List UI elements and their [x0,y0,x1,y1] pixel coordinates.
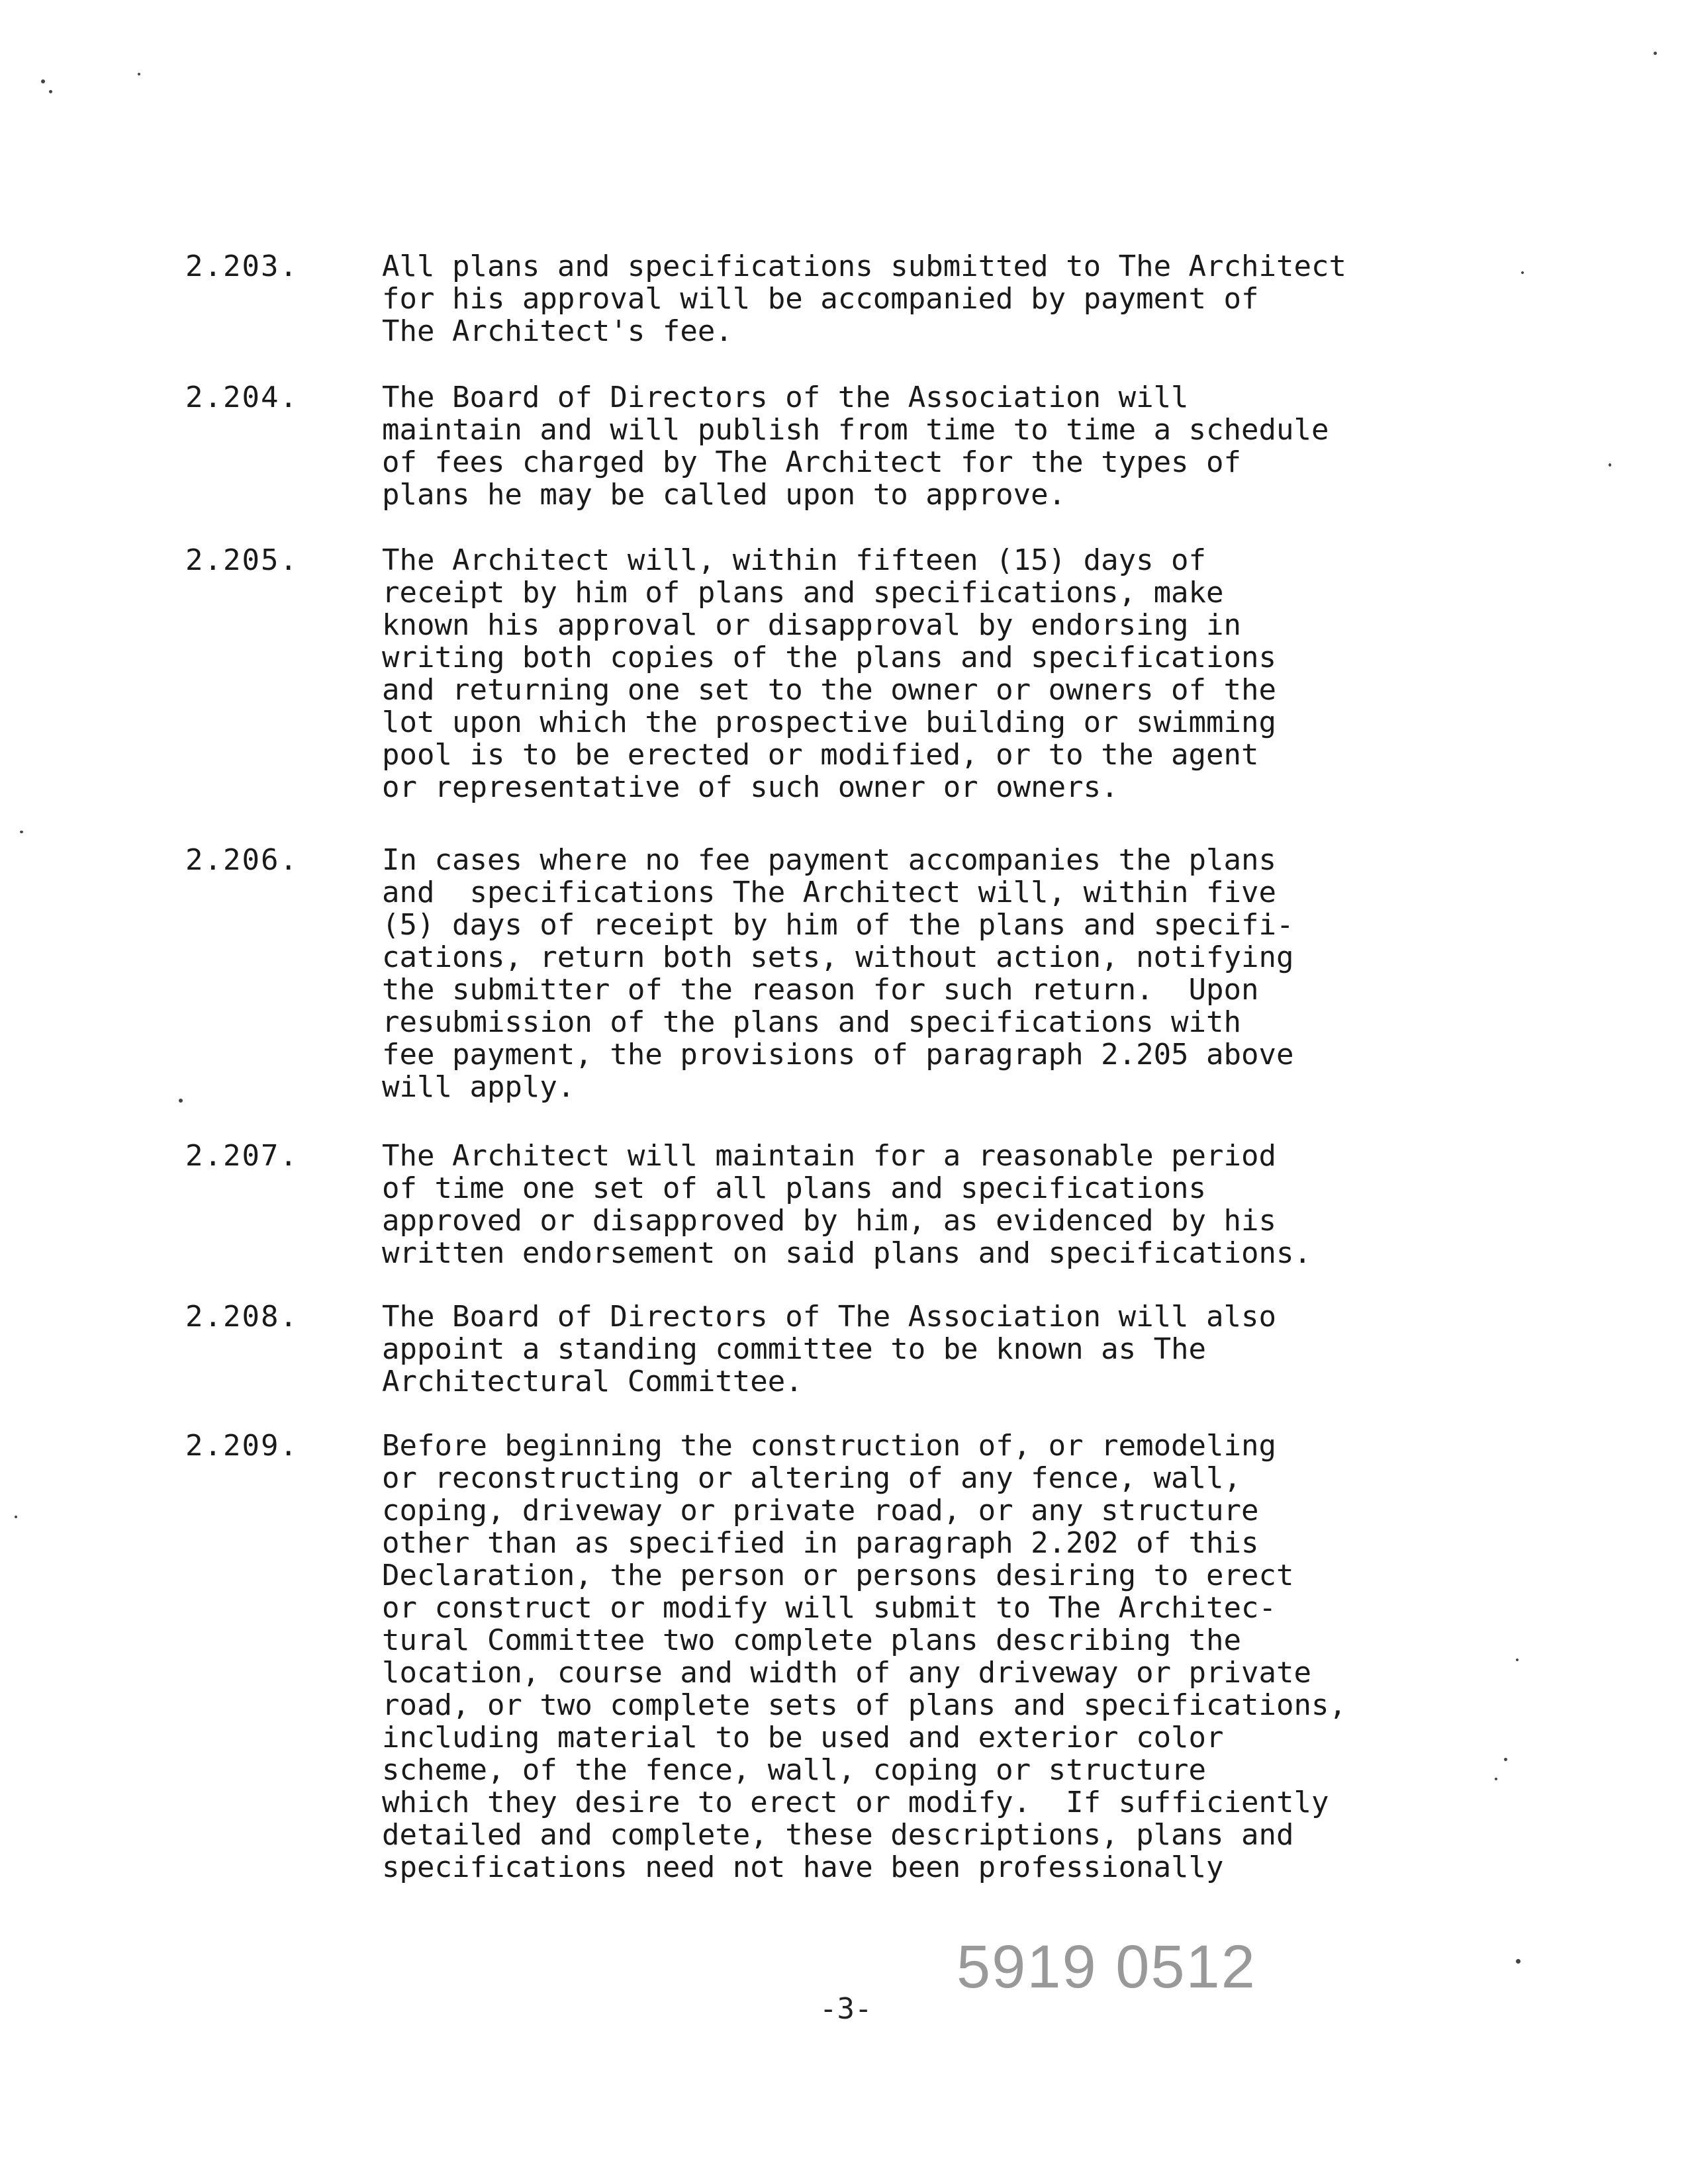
paragraph-line: written endorsement on said plans and specifications. [382,1236,1311,1270]
paragraph-line: scheme, of the fence, wall, coping or structure [382,1753,1207,1787]
paragraph-line: detailed and complete, these descriptions, plans and [382,1818,1294,1852]
paragraph-line: coping, driveway or private road, or any structure [382,1494,1259,1527]
scan-speck [1516,1959,1521,1964]
paragraph-line: of time one set of all plans and specifications [382,1171,1207,1205]
paragraph-line: fee payment, the provisions of paragraph 2.205 above [382,1038,1294,1071]
scan-speck [1504,1758,1507,1761]
paragraph-line: The Board of Directors of The Association will also [382,1300,1277,1334]
paragraph-line: will apply. [382,1070,575,1104]
paragraph-line: lot upon which the prospective building or swimming [382,705,1277,739]
paragraph-line: receipt by him of plans and specifications, make [382,576,1224,610]
paragraph-line: and returning one set to the owner or owners of the [382,673,1277,707]
scan-speck [1609,463,1611,467]
paragraph-body [382,544,1573,803]
paragraph-number: 2.209. [185,1429,299,1463]
paragraph-line: which they desire to erect or modify. If sufficiently [382,1786,1329,1819]
paragraph-line: Architectural Committee. [382,1365,803,1398]
scan-speck [49,90,52,93]
paragraph-line: of fees charged by The Architect for the types of [382,445,1242,479]
scan-speck [179,1099,183,1103]
scan-speck [20,831,23,833]
recording-stamp: 5919 0512 [957,1933,1256,2001]
paragraph-line: writing both copies of the plans and specifications [382,641,1277,674]
scan-speck [1654,52,1657,55]
paragraph-line: and specifications The Architect will, within five [382,876,1277,909]
paragraph-line: approved or disapproved by him, as evidenced by his [382,1204,1277,1238]
paragraph-line: or construct or modify will submit to The Architec- [382,1591,1277,1625]
paragraph-number: 2.207. [185,1139,299,1173]
paragraph-line: pool is to be erected or modified, or to the agent [382,738,1259,772]
paragraph-line: location, course and width of any driveway or private [382,1656,1311,1690]
paragraph-line: The Board of Directors of the Association will [382,381,1189,414]
paragraph-body [382,381,1573,511]
paragraph-line: maintain and will publish from time to time a schedule [382,413,1329,447]
page-number: -3- [820,1992,872,2026]
paragraph-body [382,844,1573,1103]
paragraph-line: specifications need not have been professionally [382,1850,1224,1884]
paragraph-number: 2.203. [185,250,299,283]
paragraph-body [382,1300,1573,1398]
paragraph-line: All plans and specifications submitted to The Architect [382,250,1346,283]
paragraph-body [382,1140,1573,1269]
paragraph-number: 2.205. [185,543,299,577]
paragraph-body [382,250,1573,347]
paragraph-line: the submitter of the reason for such return. Upon [382,973,1259,1007]
scan-speck [138,73,140,75]
paragraph-line: The Architect's fee. [382,314,733,348]
paragraph-line: for his approval will be accompanied by payment of [382,282,1259,316]
paragraph-body [382,1430,1573,1884]
paragraph-line: Declaration, the person or persons desiring to erect [382,1559,1294,1592]
scan-speck [1495,1778,1497,1780]
scan-speck [1516,1659,1519,1661]
paragraph-line: or reconstructing or altering of any fence, wall, [382,1461,1242,1495]
paragraph-line: cations, return both sets, without action, notifying [382,940,1294,974]
paragraph-line: (5) days of receipt by him of the plans and specifi- [382,908,1294,942]
scan-speck [15,1516,17,1518]
paragraph-line: Before beginning the construction of, or remodeling [382,1429,1277,1463]
paragraph-line: tural Committee two complete plans describing the [382,1623,1242,1657]
paragraph-line: including material to be used and exterior color [382,1721,1224,1754]
paragraph-number: 2.208. [185,1300,299,1334]
paragraph-line: resubmission of the plans and specifications with [382,1005,1242,1039]
paragraph-number: 2.204. [185,381,299,414]
paragraph-line: The Architect will maintain for a reasonable period [382,1139,1277,1173]
paragraph-line: known his approval or disapproval by endorsing in [382,608,1242,642]
scan-speck [1521,271,1524,274]
paragraph-line: plans he may be called upon to approve. [382,478,1066,512]
paragraph-line: or representative of such owner or owners. [382,770,1119,804]
paragraph-line: other than as specified in paragraph 2.202 of this [382,1526,1259,1560]
paragraph-line: appoint a standing committee to be known as The [382,1332,1207,1366]
paragraph-line: In cases where no fee payment accompanies the plans [382,843,1277,877]
paragraph-line: road, or two complete sets of plans and specifications, [382,1688,1346,1722]
paragraph-number: 2.206. [185,843,299,877]
scan-speck [41,79,45,83]
paragraph-line: The Architect will, within fifteen (15) days of [382,543,1207,577]
